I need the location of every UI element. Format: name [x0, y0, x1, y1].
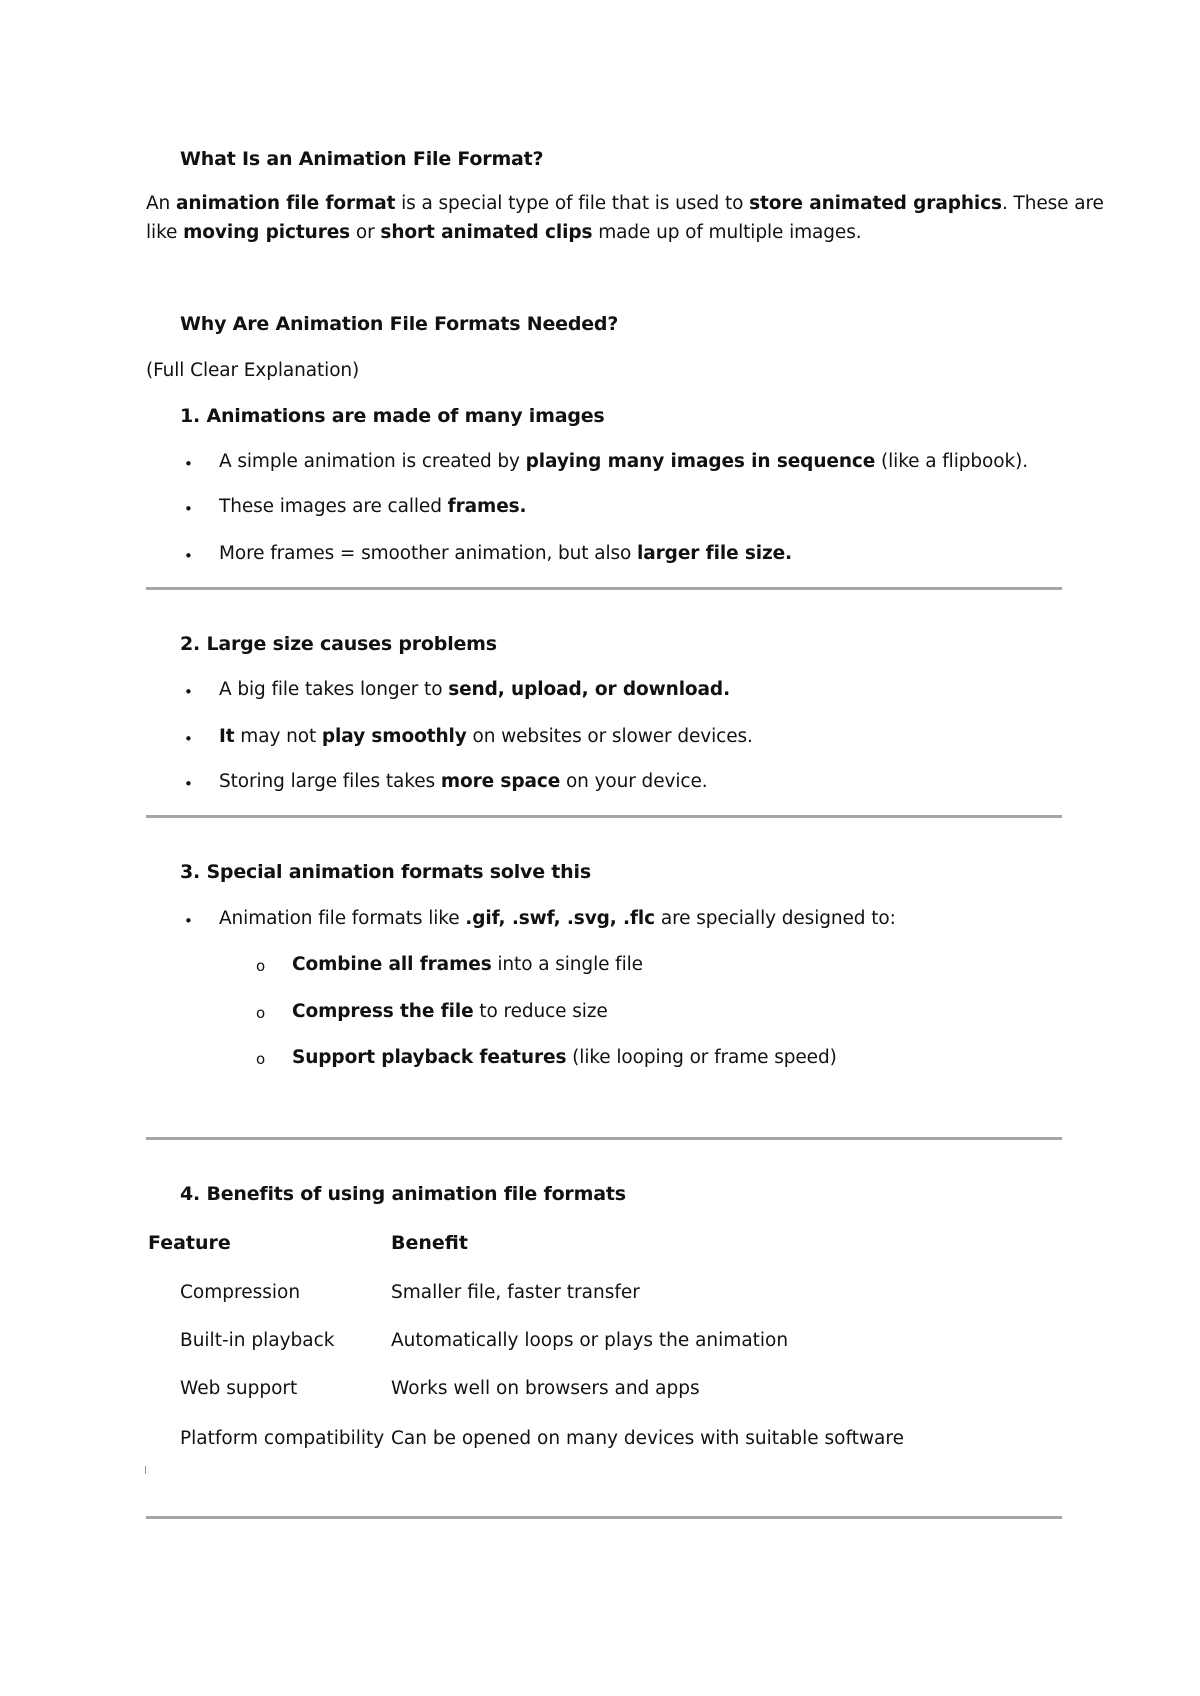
- section-3-sub-bullet-3: [292, 1047, 837, 1068]
- bold-text: moving pictures: [183, 222, 351, 243]
- bullet-icon: •: [184, 912, 193, 930]
- section-1-bullet-3: [219, 543, 792, 564]
- bullet-icon: •: [184, 455, 193, 473]
- text: into a single file: [491, 954, 643, 975]
- text: may not: [234, 726, 322, 747]
- table-cell-feature: Built-in playback: [180, 1330, 335, 1351]
- bullet-icon: •: [184, 775, 193, 793]
- section-1-bullet-1: [219, 451, 1028, 472]
- section-4-heading: 4. Benefits of using animation file formats: [180, 1183, 626, 1205]
- table-header-feature: Feature: [148, 1232, 231, 1254]
- bold-text: more space: [440, 771, 561, 792]
- bold-text: .gif, .swf, .svg, .flc: [465, 908, 656, 929]
- bold-text: larger file size.: [637, 543, 793, 564]
- text: An: [146, 193, 176, 214]
- section-3-sub-bullet-1: [292, 954, 643, 975]
- bullet-icon: •: [184, 500, 193, 518]
- table-cell-benefit: Works well on browsers and apps: [391, 1378, 700, 1399]
- text: is a special type of file that is used to: [395, 193, 750, 214]
- section-2-heading: 2. Large size causes problems: [180, 633, 497, 655]
- bullet-icon: •: [184, 730, 193, 748]
- section-1-bullet-2: [219, 496, 526, 517]
- bold-text: playing many images in sequence: [525, 451, 876, 472]
- section-2-bullet-1: [219, 679, 730, 700]
- section-3-bullet-1: [219, 908, 896, 929]
- text: on your device.: [560, 771, 708, 792]
- intro-heading: What Is an Animation File Format?: [180, 148, 544, 170]
- bullet-icon: •: [184, 683, 193, 701]
- text: Animation file formats like: [219, 908, 466, 929]
- text: are specially designed to:: [655, 908, 896, 929]
- text: A simple animation is created by: [219, 451, 526, 472]
- bold-text: Combine all frames: [292, 954, 492, 975]
- text: made up of multiple images.: [592, 222, 862, 243]
- bold-text: send, upload, or download.: [448, 679, 730, 700]
- text: These images are called: [219, 496, 448, 517]
- sub-bullet-icon: o: [256, 1004, 266, 1022]
- sub-bullet-icon: o: [256, 957, 266, 975]
- table-cell-benefit: Automatically loops or plays the animation: [391, 1330, 789, 1351]
- intro-paragraph-line-1: [146, 193, 1104, 214]
- bold-text: Compress the file: [292, 1001, 474, 1022]
- section-2-bullet-2: [219, 726, 753, 747]
- text: or: [350, 222, 381, 243]
- section-3-heading: 3. Special animation formats solve this: [180, 861, 591, 883]
- bold-text: frames.: [447, 496, 527, 517]
- text: (like looping or frame speed): [566, 1047, 837, 1068]
- bold-text: animation file format: [175, 193, 396, 214]
- bold-text: play smoothly: [321, 726, 467, 747]
- section-3-sub-bullet-2: [292, 1001, 608, 1022]
- section-1-heading: 1. Animations are made of many images: [180, 405, 605, 427]
- text: More frames = smoother animation, but also: [219, 543, 638, 564]
- bold-text: short animated clips: [380, 222, 593, 243]
- bullet-icon: •: [184, 547, 193, 565]
- text: . These are: [1001, 193, 1104, 214]
- table-header-benefit: Benefit: [391, 1232, 468, 1254]
- bold-text: Support playback features: [292, 1047, 567, 1068]
- text: A big file takes longer to: [219, 679, 449, 700]
- section-divider: [146, 815, 1062, 818]
- bold-text: store animated graphics: [749, 193, 1002, 214]
- table-cell-feature: Web support: [180, 1378, 298, 1399]
- why-heading: Why Are Animation File Formats Needed?: [180, 313, 619, 335]
- text: Storing large files takes: [219, 771, 441, 792]
- text: on websites or slower devices.: [466, 726, 753, 747]
- section-divider: [146, 587, 1062, 590]
- cursor-mark: [145, 1466, 146, 1474]
- section-divider: [146, 1137, 1062, 1140]
- section-divider: [146, 1516, 1062, 1519]
- text: (like a flipbook).: [875, 451, 1028, 472]
- bold-text: It: [219, 726, 235, 747]
- table-cell-feature: Compression: [180, 1282, 301, 1303]
- section-2-bullet-3: [219, 771, 708, 792]
- table-cell-benefit: Can be opened on many devices with suitable software: [391, 1428, 904, 1449]
- intro-paragraph-line-2: [146, 222, 862, 243]
- sub-bullet-icon: o: [256, 1050, 266, 1068]
- text: to reduce size: [473, 1001, 608, 1022]
- table-cell-benefit: Smaller file, faster transfer: [391, 1282, 640, 1303]
- text: like: [146, 222, 184, 243]
- why-subtitle: (Full Clear Explanation): [146, 360, 360, 381]
- table-cell-feature: Platform compatibility: [180, 1428, 385, 1449]
